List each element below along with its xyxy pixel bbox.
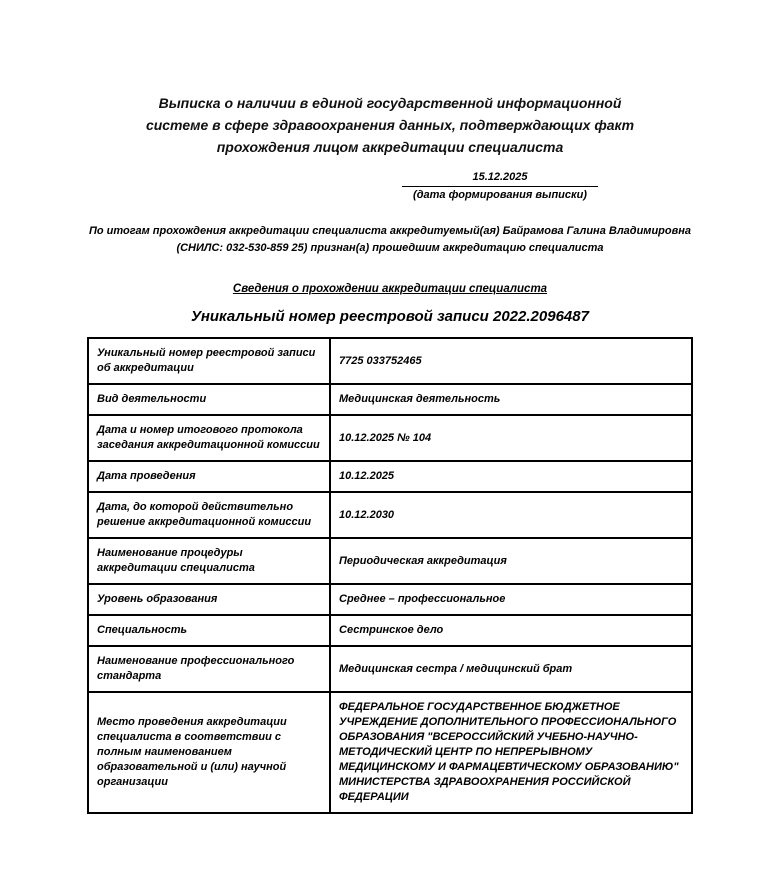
table-row	[88, 615, 692, 646]
row-value-cell: 10.12.2025	[330, 461, 692, 492]
row-value-cell: 10.12.2025 № 104	[330, 415, 692, 461]
document-title	[0, 92, 780, 158]
section-heading: Сведения о прохождении аккредитации специалиста	[232, 283, 548, 295]
row-label-cell: Наименование профессионального стандарта	[88, 646, 330, 692]
row-value-cell: Среднее – профессиональное	[330, 584, 692, 615]
registry-number-line: Уникальный номер реестровой записи 2022.2096487	[191, 308, 589, 325]
row-label-cell: Дата, до которой действительно решение аккредитационной комиссии	[88, 492, 330, 538]
row-label-cell: Вид деятельности	[88, 384, 330, 415]
row-value-cell: 7725 033752465	[330, 338, 692, 384]
table-row	[88, 584, 692, 615]
table-row	[88, 538, 692, 584]
table-row	[88, 692, 692, 813]
table-row	[88, 646, 692, 692]
row-label-cell: Уникальный номер реестровой записи об аккредитации	[88, 338, 330, 384]
issue-date-caption: (дата формирования выписки)	[413, 189, 587, 201]
accreditation-table-body	[88, 338, 692, 813]
row-label-cell: Уровень образования	[88, 584, 330, 615]
row-value-cell: 10.12.2030	[330, 492, 692, 538]
row-value-cell: Медицинская сестра / медицинский брат	[330, 646, 692, 692]
table-row	[88, 415, 692, 461]
table-row	[88, 384, 692, 415]
table-row	[88, 492, 692, 538]
document-title-line: прохождения лицом аккредитации специалиста	[216, 139, 564, 155]
row-value-cell: ФЕДЕРАЛЬНОЕ ГОСУДАРСТВЕННОЕ БЮДЖЕТНОЕ УЧРЕЖДЕНИЕ ДОПОЛНИТЕЛЬНОГО ПРОФЕССИОНАЛЬНОГО ОБРАЗОВАНИЯ "ВСЕРОССИЙСКИЙ УЧЕБНО-НАУЧНО-МЕТОДИЧЕСКИЙ ЦЕНТР ПО НЕПРЕРЫВНОМУ МЕДИЦИНСКОМУ И ФАРМАЦЕВТИЧЕСКОМУ ОБРАЗОВАНИЮ" МИНИСТЕРСТВА ЗДРАВООХРАНЕНИЯ РОССИЙСКОЙ ФЕДЕРАЦИИ	[330, 692, 692, 813]
row-label-cell: Дата и номер итогового протокола заседания аккредитационной комиссии	[88, 415, 330, 461]
row-label-cell: Специальность	[88, 615, 330, 646]
row-value-cell: Сестринское дело	[330, 615, 692, 646]
row-label-cell: Место проведения аккредитации специалиста в соответствии с полным наименованием образовательной и (или) научной организации	[88, 692, 330, 813]
accreditation-table	[87, 337, 693, 814]
document-title-line: Выписка о наличии в единой государственной информационной	[158, 95, 622, 111]
issue-date-block	[402, 171, 598, 201]
document-title-line: системе в сфере здравоохранения данных, подтверждающих факт	[145, 117, 635, 133]
row-value-cell: Медицинская деятельность	[330, 384, 692, 415]
table-row	[88, 461, 692, 492]
table-row	[88, 338, 692, 384]
row-label-cell: Наименование процедуры аккредитации специалиста	[88, 538, 330, 584]
issue-date: 15.12.2025	[402, 171, 598, 187]
row-value-cell: Периодическая аккредитация	[330, 538, 692, 584]
intro-paragraph: По итогам прохождения аккредитации специалиста аккредитуемый(ая) Байрамова Галина Владимировна (СНИЛС: 032-530-859 25) признан(а) прошедшим аккредитацию специалиста	[88, 225, 692, 254]
row-label-cell: Дата проведения	[88, 461, 330, 492]
